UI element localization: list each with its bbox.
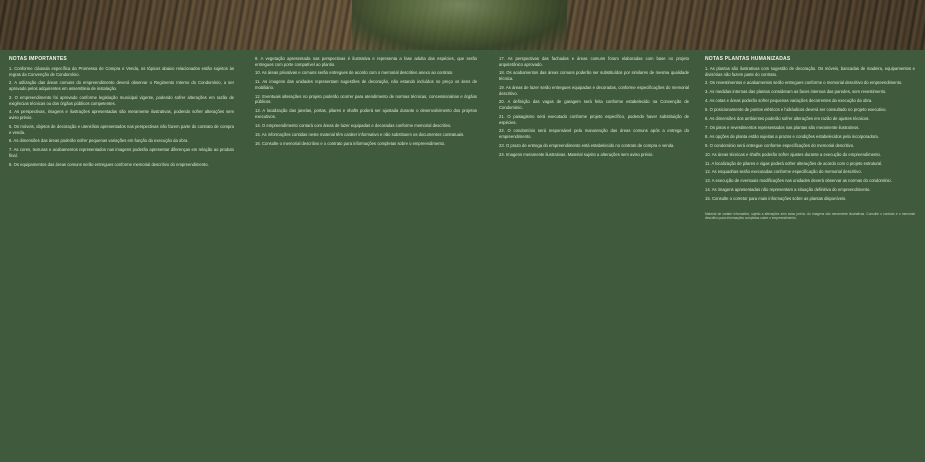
- note-paragraph: 19. As áreas de lazer serão entregues equipadas e decoradas, conforme especificações do memorial descritivo.: [499, 84, 689, 96]
- note-paragraph: 3. As medidas internas das plantas consideram as faces internas das paredes, sem revestimento.: [705, 89, 887, 95]
- note-paragraph: 5. Os móveis, objetos de decoração e utensílios apresentados nas perspectivas não fazem parte do contrato de compra e venda.: [9, 123, 234, 135]
- note-paragraph: 4. As perspectivas, imagens e ilustrações apresentadas são meramente ilustrativas, podendo sofrer alterações sem aviso prévio.: [9, 109, 234, 121]
- note-paragraph: 12. Eventuais alterações no projeto poderão ocorrer para atendimento de normas técnicas, concessionárias e órgãos públicos.: [255, 93, 477, 105]
- footnote: Material de caráter informativo, sujeito a alterações sem aviso prévio. As imagens são meramente ilustrativas. Consulte o contrato e o memorial descritivo para informações completas sobre o empreendimento.: [705, 211, 915, 220]
- notes-column-2: [255, 56, 477, 456]
- note-paragraph: 10. As áreas privativas e comuns serão entregues de acordo com o memorial descritivo anexo ao contrato.: [255, 70, 454, 76]
- note-paragraph: 15. Consulte o corretor para mais informações sobre as plantas disponíveis.: [705, 196, 847, 202]
- note-paragraph: 3. O empreendimento foi aprovado conforme legislação municipal vigente, podendo sofrer alterações em razão de exigências técnicas ou dos órgãos públicos competentes.: [9, 94, 234, 106]
- note-paragraph: 1. Conforme cláusula específica da Promessa de Compra e Venda, os tópicos abaixo relacionados estão sujeitos às regras da Convenção de Condomínio.: [9, 66, 234, 77]
- note-paragraph: 14. O empreendimento contará com áreas de lazer equipadas e decoradas conforme memorial descritivo.: [255, 122, 452, 128]
- note-paragraph: 9. O condomínio será entregue conforme especificações do memorial descritivo.: [705, 142, 855, 148]
- note-paragraph: 2. Os revestimentos e acabamentos serão entregues conforme o memorial descritivo do empreendimento.: [705, 80, 903, 86]
- note-paragraph: 4. As cotas e áreas poderão sofrer pequenas variações decorrentes da execução da obra.: [705, 98, 873, 104]
- note-paragraph: 18. Os acabamentos das áreas comuns poderão ser substituídos por similares de mesma qualidade técnica.: [499, 70, 689, 82]
- note-paragraph: 6. As dimensões das áreas poderão sofrer pequenas variações em função da execução da obra.: [9, 138, 189, 144]
- notes-column-2-body: [255, 56, 477, 146]
- note-paragraph: 23. O prazo de entrega do empreendimento está estabelecido no contrato de compra e venda.: [499, 142, 675, 148]
- notes-title: NOTAS IMPORTANTES: [9, 56, 67, 62]
- note-paragraph: 7. As cores, texturas e acabamentos representados nas imagens poderão apresentar diferenças em relação ao produto final.: [9, 147, 234, 158]
- plant-notes-body: [705, 66, 915, 202]
- note-paragraph: 11. A localização de pilares e vigas poderá sofrer alterações de acordo com o projeto estrutural.: [705, 160, 883, 166]
- note-paragraph: 5. O posicionamento de pontos elétricos e hidráulicos deverá ser consultado no projeto executivo.: [705, 107, 887, 113]
- note-paragraph: 9. A vegetação apresentada nas perspectivas é ilustrativa e representa a fase adulta das espécies, que serão entregues com porte compatível ao plantio.: [255, 56, 477, 67]
- notes-column-3-body: [499, 56, 689, 157]
- note-paragraph: 10. As áreas técnicas e shafts poderão sofrer ajustes durante a execução do empreendimento.: [705, 151, 881, 157]
- note-paragraph: 17. As perspectivas das fachadas e áreas comuns foram elaboradas com base no projeto arquitetônico aprovado.: [499, 56, 689, 67]
- note-paragraph: 6. As dimensões dos ambientes poderão sofrer alterações em razão de ajustes técnicos.: [705, 116, 870, 122]
- note-paragraph: 7. Os pisos e revestimentos representados nas plantas são meramente ilustrativos.: [705, 124, 860, 130]
- note-paragraph: 13. A execução de eventuais modificações nas unidades deverá observar as normas do condomínio.: [705, 178, 892, 184]
- note-paragraph: 16. Consulte o memorial descritivo e o contrato para informações completas sobre o empreendimento.: [255, 140, 446, 146]
- notes-column-1-body: [9, 66, 234, 167]
- note-paragraph: 15. As informações contidas neste material têm caráter informativo e não substituem os documentos contratuais.: [255, 131, 465, 137]
- note-paragraph: 2. A utilização das áreas comuns do empreendimento deverá observar o Regimento Interno do Condomínio, a ser aprovado pelos adquirentes em assembleia de instalação.: [9, 80, 234, 92]
- banner-shade: [0, 0, 925, 50]
- note-paragraph: 11. As imagens das unidades representam sugestões de decoração, não estando incluídos no preço os itens de mobiliário.: [255, 79, 477, 90]
- note-paragraph: 12. As esquadrias serão executadas conforme especificação do memorial descritivo.: [705, 169, 862, 175]
- note-paragraph: 21. O paisagismo será executado conforme projeto específico, podendo haver substituição de espécies.: [499, 113, 689, 125]
- note-paragraph: 24. Imagens meramente ilustrativas. Material sujeito a alterações sem aviso prévio.: [499, 151, 654, 157]
- note-paragraph: 8. As opções de planta estão sujeitas a prazos e condições estabelecidos pela incorporadora.: [705, 133, 879, 139]
- notes-column-1: [9, 56, 234, 456]
- note-paragraph: 8. Os equipamentos das áreas comuns serão entregues conforme memorial descritivo do empreendimento.: [9, 161, 209, 167]
- note-paragraph: 20. A definição das vagas de garagem será feita conforme estabelecido na Convenção de Condomínio.: [499, 99, 689, 111]
- note-paragraph: 22. O condomínio será responsável pela manutenção das áreas comuns após a entrega do empreendimento.: [499, 128, 689, 140]
- plant-notes-title: NOTAS PLANTAS HUMANIZADAS: [705, 56, 791, 62]
- note-paragraph: 14. As imagens apresentadas não representam a situação definitiva do empreendimento.: [705, 187, 871, 193]
- notes-column-3: [499, 56, 689, 456]
- note-paragraph: 1. As plantas são ilustrativas com sugestão de decoração. Os móveis, bancadas de madeira, equipamentos e divisórias não fazem parte do contrato.: [705, 66, 915, 77]
- note-paragraph: 13. A localização das janelas, portas, pilares e shafts poderá ser ajustada durante o desenvolvimento dos projetos executivos.: [255, 108, 477, 119]
- plant-notes-column: [705, 56, 915, 456]
- header-banner: [0, 0, 925, 50]
